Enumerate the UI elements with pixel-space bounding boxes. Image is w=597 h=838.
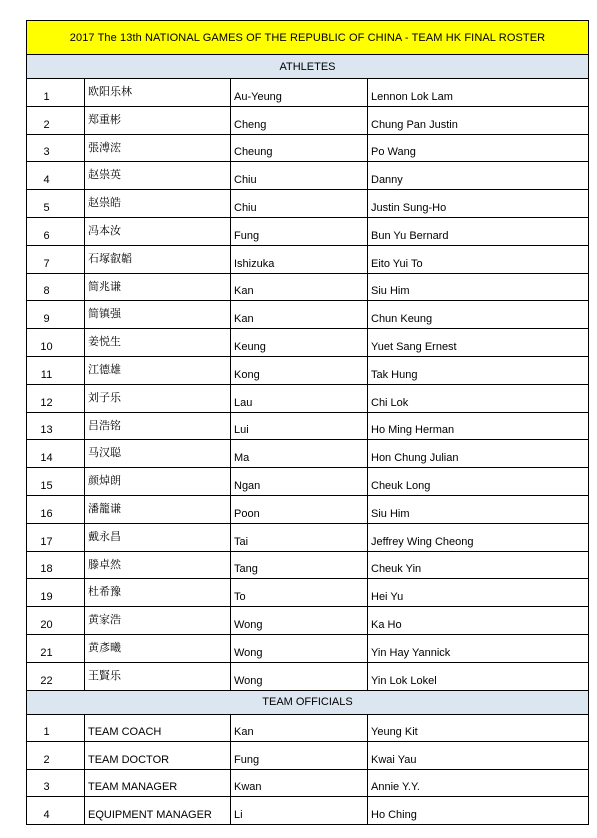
official-number: 3	[27, 770, 85, 797]
athlete-chinese-name: 姜悦生	[85, 329, 231, 356]
official-row	[27, 715, 588, 743]
athlete-row	[27, 385, 588, 413]
official-number: 2	[27, 742, 85, 769]
athlete-number: 11	[27, 357, 85, 384]
athlete-row	[27, 329, 588, 357]
athlete-row	[27, 162, 588, 190]
athlete-number: 7	[27, 246, 85, 273]
official-given-name: Annie Y.Y.	[371, 781, 420, 794]
athlete-surname: Chiu	[231, 190, 368, 217]
athlete-row	[27, 663, 588, 690]
athlete-given-name: Cheuk Yin	[371, 563, 422, 576]
athlete-surname: Ishizuka	[231, 246, 368, 273]
athlete-surname: Tai	[231, 524, 368, 551]
athlete-surname: Ngan	[231, 468, 368, 495]
athlete-surname: Cheung	[231, 135, 368, 162]
athlete-row	[27, 413, 588, 441]
athlete-chinese-name: 赵祟皓	[85, 190, 231, 217]
athlete-given-name: Ho Ming Herman	[371, 424, 455, 437]
athlete-number: 3	[27, 135, 85, 162]
official-role: TEAM COACH	[85, 715, 231, 742]
athlete-given-name: Hei Yu	[371, 591, 404, 604]
athlete-surname: Poon	[231, 496, 368, 523]
athlete-surname: Kong	[231, 357, 368, 384]
athlete-given-name: Hon Chung Julian	[371, 452, 459, 465]
athlete-row	[27, 190, 588, 218]
athlete-given-name: Ka Ho	[371, 618, 402, 631]
athlete-surname: Lau	[231, 385, 368, 412]
athlete-chinese-name: 简镇强	[85, 301, 231, 328]
athlete-chinese-name: 戴永昌	[85, 524, 231, 551]
athlete-chinese-name: 潘籠谦	[85, 496, 231, 523]
athlete-number: 6	[27, 218, 85, 245]
official-row	[27, 770, 588, 798]
athlete-chinese-name: 江德雄	[85, 357, 231, 384]
athlete-chinese-name: 吕浩铭	[85, 413, 231, 440]
athlete-chinese-name: 刘子乐	[85, 385, 231, 412]
athlete-chinese-name: 黄家浩	[85, 607, 231, 634]
athlete-given-name: Chun Keung	[371, 313, 433, 326]
athlete-surname: Au-Yeung	[231, 79, 368, 106]
official-row	[27, 797, 588, 824]
athlete-number: 16	[27, 496, 85, 523]
athlete-row	[27, 357, 588, 385]
athlete-number: 14	[27, 440, 85, 467]
official-role: EQUIPMENT MANAGER	[85, 797, 231, 824]
athlete-surname: Keung	[231, 329, 368, 356]
athlete-chinese-name: 冯本汝	[85, 218, 231, 245]
athletes-section-header: ATHLETES	[27, 55, 588, 79]
athlete-given-name: Yin Lok Lokel	[371, 674, 437, 687]
athlete-surname: To	[231, 579, 368, 606]
official-surname: Kan	[231, 715, 368, 742]
athlete-surname: Tang	[231, 552, 368, 579]
official-surname: Fung	[231, 742, 368, 769]
athlete-surname: Wong	[231, 635, 368, 662]
roster-sheet	[26, 20, 589, 825]
athlete-surname: Kan	[231, 274, 368, 301]
athlete-chinese-name: 郑重彬	[85, 107, 231, 134]
athlete-chinese-name: 滕卓然	[85, 552, 231, 579]
athlete-chinese-name: 石塚叡韜	[85, 246, 231, 273]
athlete-given-name: Bun Yu Bernard	[371, 229, 449, 242]
athlete-surname: Lui	[231, 413, 368, 440]
athlete-chinese-name: 王賢乐	[85, 663, 231, 690]
athlete-number: 21	[27, 635, 85, 662]
athlete-number: 5	[27, 190, 85, 217]
athlete-chinese-name: 張溥浤	[85, 135, 231, 162]
athlete-given-name: Yin Hay Yannick	[371, 646, 451, 659]
athlete-row	[27, 440, 588, 468]
official-given-name: Ho Ching	[371, 808, 417, 821]
athlete-number: 17	[27, 524, 85, 551]
official-surname: Li	[231, 797, 368, 824]
official-given-name: Kwai Yau	[371, 753, 417, 766]
official-surname: Kwan	[231, 770, 368, 797]
athlete-chinese-name: 杜希豫	[85, 579, 231, 606]
athlete-row	[27, 246, 588, 274]
official-row	[27, 742, 588, 770]
athlete-given-name: Chi Lok	[371, 396, 409, 409]
officials-table	[27, 715, 588, 824]
athlete-number: 15	[27, 468, 85, 495]
athlete-row	[27, 607, 588, 635]
athlete-given-name: Eito Yui To	[371, 257, 423, 270]
athlete-surname: Chiu	[231, 162, 368, 189]
athlete-number: 18	[27, 552, 85, 579]
athlete-given-name: Siu Him	[371, 285, 410, 298]
athlete-row	[27, 579, 588, 607]
official-number: 4	[27, 797, 85, 824]
athlete-given-name: Chung Pan Justin	[371, 118, 458, 131]
athlete-number: 4	[27, 162, 85, 189]
athlete-number: 22	[27, 663, 85, 690]
athlete-row	[27, 79, 588, 107]
athlete-row	[27, 468, 588, 496]
official-role: TEAM DOCTOR	[85, 742, 231, 769]
athlete-row	[27, 218, 588, 246]
athlete-row	[27, 135, 588, 163]
athlete-row	[27, 552, 588, 580]
athlete-row	[27, 496, 588, 524]
athlete-surname: Wong	[231, 663, 368, 690]
athlete-given-name: Tak Hung	[371, 368, 418, 381]
athlete-number: 10	[27, 329, 85, 356]
official-given-name: Yeung Kit	[371, 726, 418, 739]
athlete-chinese-name: 简兆谦	[85, 274, 231, 301]
athlete-number: 20	[27, 607, 85, 634]
athlete-chinese-name: 马汉聪	[85, 440, 231, 467]
athlete-given-name: Cheuk Long	[371, 479, 431, 492]
athlete-given-name: Siu Him	[371, 507, 410, 520]
athlete-surname: Fung	[231, 218, 368, 245]
athlete-given-name: Po Wang	[371, 146, 416, 159]
athlete-chinese-name: 赵祟英	[85, 162, 231, 189]
athlete-chinese-name: 欧阳乐林	[85, 79, 231, 106]
official-number: 1	[27, 715, 85, 742]
athletes-table	[27, 79, 588, 690]
official-role: TEAM MANAGER	[85, 770, 231, 797]
athlete-row	[27, 635, 588, 663]
athlete-surname: Cheng	[231, 107, 368, 134]
athlete-given-name: Danny	[371, 174, 403, 187]
athlete-number: 2	[27, 107, 85, 134]
athlete-number: 19	[27, 579, 85, 606]
athlete-row	[27, 301, 588, 329]
athlete-given-name: Jeffrey Wing Cheong	[371, 535, 474, 548]
athlete-number: 1	[27, 79, 85, 106]
officials-section-header: TEAM OFFICIALS	[27, 690, 588, 715]
athlete-row	[27, 107, 588, 135]
athlete-chinese-name: 颜焯朗	[85, 468, 231, 495]
athlete-surname: Kan	[231, 301, 368, 328]
athlete-number: 9	[27, 301, 85, 328]
athlete-row	[27, 524, 588, 552]
athlete-given-name: Yuet Sang Ernest	[371, 340, 457, 353]
athlete-row	[27, 274, 588, 302]
athlete-given-name: Lennon Lok Lam	[371, 90, 453, 103]
roster-title: 2017 The 13th NATIONAL GAMES OF THE REPUBLIC OF CHINA - TEAM HK FINAL ROSTER	[27, 21, 588, 55]
athlete-number: 12	[27, 385, 85, 412]
athlete-surname: Ma	[231, 440, 368, 467]
athlete-number: 8	[27, 274, 85, 301]
athlete-given-name: Justin Sung-Ho	[371, 201, 447, 214]
athlete-number: 13	[27, 413, 85, 440]
athlete-chinese-name: 黄彥曦	[85, 635, 231, 662]
athlete-surname: Wong	[231, 607, 368, 634]
